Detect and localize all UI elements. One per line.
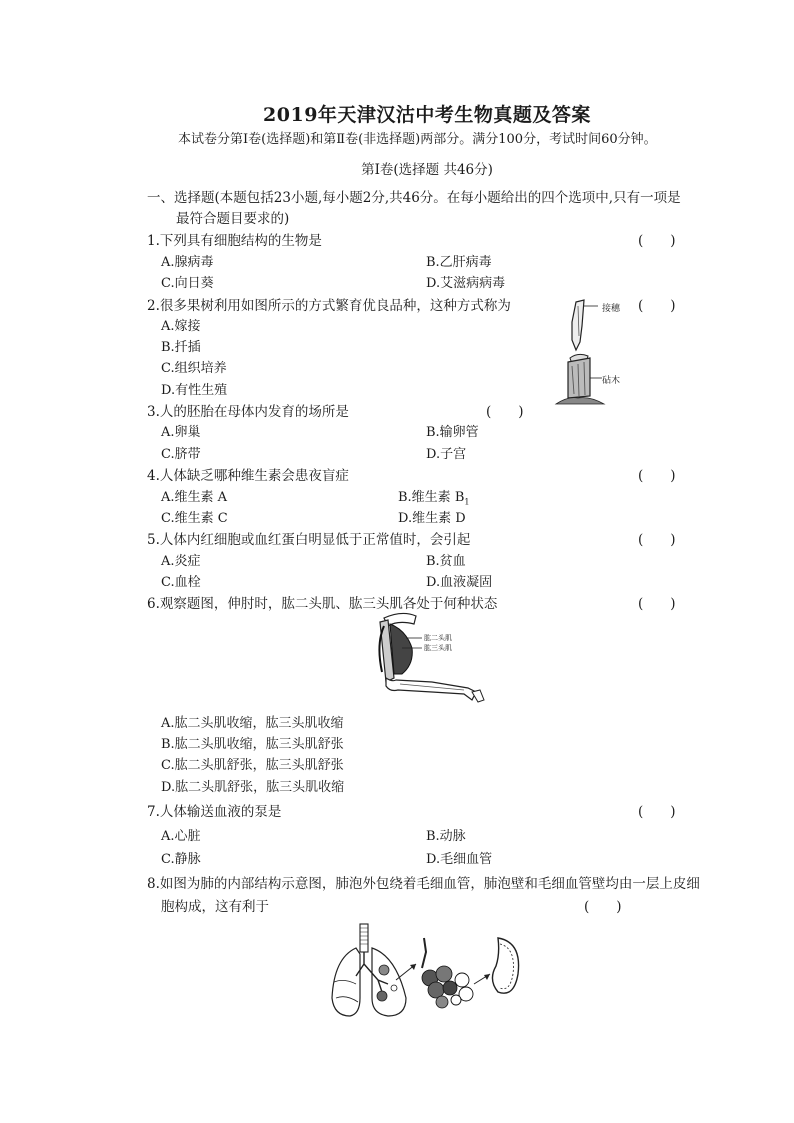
figure-label-triceps: 肱三头肌: [424, 644, 452, 652]
option-b: B.贫血: [426, 554, 466, 569]
option-a: A.心脏: [161, 829, 201, 844]
option-c: C.脐带: [161, 447, 201, 462]
question-8-stem-cont: 胞构成，这有利于: [161, 899, 269, 915]
arm-muscle-figure: [372, 608, 502, 704]
option-c: C.血栓: [161, 575, 201, 590]
option-d: D.艾滋病病毒: [426, 276, 506, 291]
option-b: B.扦插: [161, 340, 201, 355]
option-b: B.动脉: [426, 829, 466, 844]
answer-paren: ( ): [638, 468, 676, 484]
option-d: D.有性生殖: [161, 383, 228, 398]
section-heading: 一、选择题(本题包括23小题,每小题2分,共46分。在每小题给出的四个选项中,只有一项是: [147, 190, 681, 206]
section-heading-cont: 最符合题目要求的): [176, 211, 290, 227]
answer-paren: ( ): [486, 404, 524, 420]
option-d: D.肱二头肌舒张，肱三头肌收缩: [161, 780, 345, 795]
volume-heading: 第Ⅰ卷(选择题 共46分): [361, 162, 493, 178]
option-a: A.腺病毒: [161, 255, 214, 270]
answer-paren: ( ): [638, 298, 676, 314]
lung-structure-figure: [326, 918, 526, 1024]
option-a: A.嫁接: [161, 319, 201, 334]
option-a: A.肱二头肌收缩，肱三头肌收缩: [161, 716, 344, 731]
question-3-stem: 3.人的胚胎在母体内发育的场所是: [147, 404, 349, 420]
option-b: B.乙肝病毒: [426, 255, 492, 270]
question-6-stem: 6.观察题图，伸肘时，肱二头肌、肱三头肌各处于何种状态: [147, 596, 498, 612]
figure-label-scion: 接穗: [602, 304, 621, 314]
option-b: B.输卵管: [426, 425, 479, 440]
option-d: D.维生素 D: [398, 511, 466, 526]
option-c: C.肱二头肌舒张，肱三头肌舒张: [161, 758, 344, 773]
figure-label-biceps: 肱二头肌: [424, 634, 452, 642]
option-c: C.维生素 C: [161, 511, 228, 526]
option-b: B.肱二头肌收缩，肱三头肌舒张: [161, 737, 344, 752]
option-c: C.静脉: [161, 852, 201, 867]
option-d: D.血液凝固: [426, 575, 493, 590]
option-c: C.组织培养: [161, 361, 227, 376]
answer-paren: ( ): [638, 596, 676, 612]
answer-paren: ( ): [638, 233, 676, 249]
answer-paren: ( ): [638, 532, 676, 548]
option-c: C.向日葵: [161, 276, 214, 291]
question-4-stem: 4.人体缺乏哪种维生素会患夜盲症: [147, 468, 349, 484]
option-d: D.子宫: [426, 447, 467, 462]
page-title: 2019年天津汉沽中考生物真题及答案: [263, 104, 591, 126]
option-d: D.毛细血管: [426, 852, 493, 867]
question-8-stem: 8.如图为肺的内部结构示意图，肺泡外包绕着毛细血管，肺泡壁和毛细血管壁均由一层上皮细: [147, 876, 700, 892]
question-2-stem: 2.很多果树利用如图所示的方式繁育优良品种，这种方式称为: [147, 298, 511, 314]
question-7-stem: 7.人体输送血液的泵是: [147, 804, 282, 820]
question-5-stem: 5.人体内红细胞或血红蛋白明显低于正常值时，会引起: [147, 532, 471, 548]
answer-paren: ( ): [638, 804, 676, 820]
option-a: A.维生素 A: [161, 490, 228, 505]
exam-intro: 本试卷分第Ⅰ卷(选择题)和第Ⅱ卷(非选择题)两部分。满分100分，考试时间60分钟。: [178, 132, 657, 147]
figure-label-rootstock: 砧木: [602, 376, 621, 386]
option-b: B.维生素 $B_1$: [398, 490, 470, 507]
option-a: A.卵巢: [161, 425, 201, 440]
option-a: A.炎症: [161, 554, 201, 569]
answer-paren: ( ): [584, 899, 622, 915]
question-1-stem: 1.下列具有细胞结构的生物是: [147, 233, 322, 249]
